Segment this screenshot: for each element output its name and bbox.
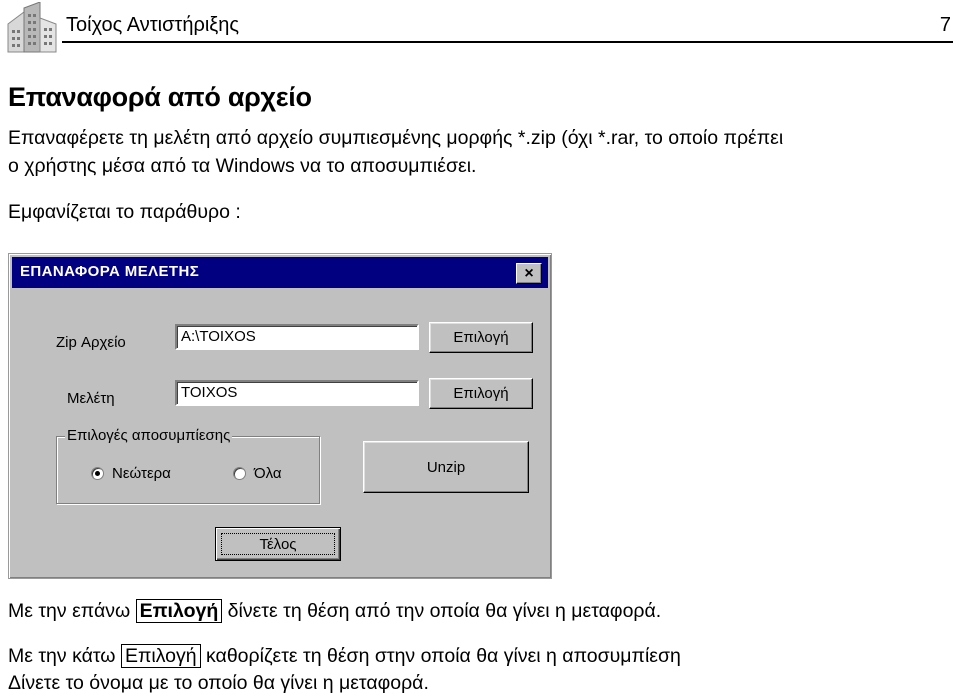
study-choose-button[interactable]: Επιλογή bbox=[429, 378, 533, 409]
end-button[interactable] bbox=[215, 527, 341, 561]
study-name-input[interactable]: TOIXOS bbox=[175, 380, 419, 406]
paragraph-intro-line1: Επαναφέρετε τη μελέτη από αρχείο συμπιεσμένης μορφής *.zip (όχι *.rar, το οποίο πρέπει bbox=[8, 127, 784, 149]
paragraph-give-name: Δίνετε το όνομα με το οποίο θα γίνει η μεταφορά. bbox=[8, 672, 429, 694]
zip-file-label: Zip Αρχείο bbox=[56, 334, 126, 351]
dialog-titlebar[interactable] bbox=[12, 257, 548, 288]
section-title: Επαναφορά από αρχείο bbox=[8, 82, 312, 112]
building-logo-icon bbox=[4, 2, 60, 54]
p5-text-before: Με την κάτω bbox=[8, 645, 121, 667]
close-icon: × bbox=[524, 264, 534, 282]
restore-study-dialog bbox=[8, 253, 552, 579]
unzip-options-legend: Επιλογές αποσυμπίεσης bbox=[67, 427, 231, 444]
unzip-button[interactable]: Unzip bbox=[363, 441, 529, 493]
zip-choose-button[interactable]: Επιλογή bbox=[429, 322, 533, 353]
dialog-title: ΕΠΑΝΑΦΟΡΑ ΜΕΛΕΤΗΣ bbox=[20, 263, 200, 280]
paragraph-lower-choose bbox=[8, 645, 681, 668]
p4-text-before: Με την επάνω bbox=[8, 600, 136, 622]
zip-file-input[interactable]: A:\TOIXOS bbox=[175, 324, 419, 350]
p5-boxed-choose: Επιλογή bbox=[121, 644, 201, 668]
p5-text-after: καθορίζετε τη θέση στην οποία θα γίνει η αποσυμπίεση bbox=[200, 645, 681, 667]
page-number: 7 bbox=[939, 14, 951, 36]
radio-newer-label: Νεώτερα bbox=[112, 465, 171, 482]
study-label: Μελέτη bbox=[67, 390, 115, 407]
close-button[interactable] bbox=[516, 263, 542, 284]
paragraph-window-appears: Εμφανίζεται το παράθυρο : bbox=[8, 201, 241, 223]
radio-all-indicator[interactable] bbox=[233, 467, 246, 480]
p4-boxed-choose: Επιλογή bbox=[136, 599, 223, 623]
p4-text-after: δίνετε τη θέση από την οποία θα γίνει η μεταφορά. bbox=[222, 600, 662, 622]
header-rule bbox=[62, 41, 953, 43]
paragraph-upper-choose bbox=[8, 600, 661, 623]
radio-all-label: Όλα bbox=[254, 465, 282, 482]
header-title: Τοίχος Αντιστήριξης bbox=[66, 14, 239, 36]
radio-newer[interactable] bbox=[91, 465, 171, 482]
radio-all[interactable] bbox=[233, 465, 282, 482]
radio-newer-indicator[interactable] bbox=[91, 467, 104, 480]
paragraph-intro-line2: ο χρήστης μέσα από τα Windows να το αποσυμπιέσει. bbox=[8, 155, 477, 177]
unzip-options-group bbox=[56, 427, 320, 504]
end-button-label: Τέλος bbox=[221, 533, 335, 555]
